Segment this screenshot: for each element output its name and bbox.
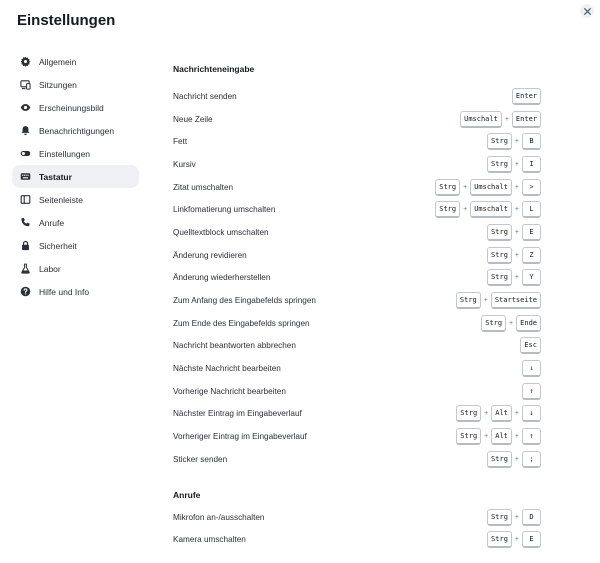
key-cap: Strg [487, 247, 512, 264]
key-cap: Strg [456, 405, 481, 422]
shortcut-name: Zum Anfang des Eingabefelds springen [173, 296, 316, 306]
shortcut-name: Kursiv [173, 159, 196, 169]
shortcut-keys [481, 315, 541, 332]
close-icon [584, 8, 591, 15]
shortcut-name: Mikrofon an-/ausschalten [173, 512, 265, 522]
section-title-anrufe: Anrufe [173, 489, 201, 500]
shortcut-keys [460, 111, 541, 128]
shortcut-keys [522, 383, 541, 400]
shortcut-row [173, 198, 541, 221]
sidebar-item-allgemein[interactable] [12, 50, 139, 73]
shortcut-name: Änderung revidieren [173, 250, 247, 260]
key-cap: Z [522, 247, 541, 264]
shortcut-row [173, 221, 541, 244]
shortcut-name: Kamera umschalten [173, 535, 246, 545]
key-cap: Umschalt [470, 201, 512, 218]
key-cap: Enter [512, 111, 541, 128]
shortcut-name: Änderung wiederherstellen [173, 273, 271, 283]
gear-icon [19, 56, 31, 68]
settings-sidebar [12, 50, 139, 303]
key-cap: Startseite [491, 292, 541, 309]
sidebar-item-label: Sitzungen [39, 79, 77, 90]
key-cap: Strg [487, 451, 512, 468]
eye-icon [19, 102, 31, 114]
key-cap: ; [522, 451, 541, 468]
key-cap: Y [522, 269, 541, 286]
key-cap: ↑ [522, 428, 541, 445]
sidebar-item-label: Erscheinungsbild [39, 102, 104, 113]
plus-sign: + [514, 183, 519, 191]
plus-sign: + [484, 410, 489, 418]
shortcut-row [173, 153, 541, 176]
help-icon [19, 286, 31, 298]
key-cap: D [522, 509, 541, 526]
key-cap: > [522, 179, 541, 196]
plus-sign: + [514, 513, 519, 521]
shortcut-row [173, 425, 541, 448]
key-cap: ↓ [522, 360, 541, 377]
shortcut-row [173, 448, 541, 471]
sidebar-item-label: Einstellungen [39, 148, 91, 159]
key-cap: ↓ [522, 405, 541, 422]
shortcut-row [173, 506, 541, 529]
shortcut-row [173, 289, 541, 312]
key-cap: Ende [516, 315, 541, 332]
page-title: Einstellungen [17, 12, 116, 29]
shortcut-keys [520, 337, 541, 354]
lock-icon [19, 240, 31, 252]
key-cap: L [522, 201, 541, 218]
key-cap: Strg [456, 428, 481, 445]
sidebar-item-anrufe[interactable] [12, 211, 139, 234]
key-cap: Strg [487, 224, 512, 241]
key-cap: Esc [520, 337, 541, 354]
key-cap: Strg [487, 269, 512, 286]
shortcut-name: Zitat umschalten [173, 182, 234, 192]
plus-sign: + [514, 138, 519, 146]
key-cap: Umschalt [470, 179, 512, 196]
plus-sign: + [483, 297, 488, 305]
plus-sign: + [514, 206, 519, 214]
shortcut-keys [456, 428, 541, 445]
sidebar-item-label: Benachrichtigungen [39, 125, 115, 136]
shortcut-keys [456, 405, 541, 422]
shortcut-name: Zum Ende des Eingabefelds springen [173, 318, 310, 328]
key-cap: Strg [487, 133, 512, 150]
shortcut-name: Nächste Nachricht bearbeiten [173, 364, 281, 374]
shortcut-name: Nächster Eintrag im Eingabeverlauf [173, 409, 302, 419]
key-cap: E [522, 531, 541, 548]
plus-sign: + [514, 228, 519, 236]
key-cap: Strg [456, 292, 481, 309]
sidebar-item-tastatur[interactable] [12, 165, 139, 188]
key-cap: Strg [435, 179, 460, 196]
shortcut-row [173, 108, 541, 131]
sidebar-item-label: Hilfe und Info [39, 286, 90, 297]
shortcut-keys [456, 292, 541, 309]
key-cap: Strg [487, 509, 512, 526]
shortcut-name: Neue Zeile [173, 114, 213, 124]
bell-icon [19, 125, 31, 137]
sidebar-item-label: Labor [39, 263, 61, 274]
sidebar-item-label: Tastatur [39, 171, 72, 182]
shortcut-keys [512, 88, 541, 105]
sidebar-item-labor[interactable] [12, 257, 139, 280]
shortcut-name: Linkfomatierung umschalten [173, 205, 276, 215]
sidebar-icon [19, 194, 31, 206]
shortcut-row [173, 244, 541, 267]
sidebar-item-label: Allgemein [39, 56, 77, 67]
plus-sign: + [514, 274, 519, 282]
sidebar-item-benachrichtigungen[interactable] [12, 119, 139, 142]
sidebar-item-sitzungen[interactable] [12, 73, 139, 96]
plus-sign: + [463, 183, 468, 191]
key-cap: Strg [481, 315, 506, 332]
plus-sign: + [504, 115, 509, 123]
shortcut-keys [435, 179, 541, 196]
shortcut-name: Sticker senden [173, 454, 228, 464]
shortcut-name: Quelltextblock umschalten [173, 227, 269, 237]
shortcut-keys [487, 247, 541, 264]
shortcut-keys [522, 360, 541, 377]
shortcut-name: Vorheriger Eintrag im Eingabeverlauf [173, 432, 307, 442]
sidebar-item-label: Anrufe [39, 217, 65, 228]
sidebar-item-erscheinungsbild[interactable] [12, 96, 139, 119]
shortcut-keys [487, 224, 541, 241]
plus-sign: + [509, 319, 514, 327]
toggle-icon [19, 148, 31, 160]
key-cap: ↑ [522, 383, 541, 400]
key-cap: E [522, 224, 541, 241]
sidebar-item-sicherheit[interactable] [12, 234, 139, 257]
plus-sign: + [514, 455, 519, 463]
plus-sign: + [484, 433, 489, 441]
plus-sign: + [514, 410, 519, 418]
sidebar-item-hilfe-und-info[interactable] [12, 280, 139, 303]
key-cap: Strg [487, 531, 512, 548]
flask-icon [19, 263, 31, 275]
key-cap: Strg [435, 201, 460, 218]
section-title-nachrichteneingabe: Nachrichteneingabe [173, 64, 255, 74]
phone-icon [19, 217, 31, 229]
shortcut-keys [487, 451, 541, 468]
shortcut-name: Fett [173, 137, 188, 147]
key-cap: Umschalt [460, 111, 502, 128]
key-cap: B [522, 133, 541, 150]
shortcut-row [173, 357, 541, 380]
shortcut-row [173, 312, 541, 335]
plus-sign: + [463, 206, 468, 214]
key-cap: I [522, 156, 541, 173]
key-cap: Enter [512, 88, 541, 105]
sidebar-item-label: Seitenleiste [39, 194, 83, 205]
shortcut-keys [487, 269, 541, 286]
plus-sign: + [514, 536, 519, 544]
shortcut-keys [435, 201, 541, 218]
shortcut-keys [487, 156, 541, 173]
plus-sign: + [514, 433, 519, 441]
plus-sign: + [514, 160, 519, 168]
keyboard-icon [19, 171, 31, 183]
devices-icon [19, 79, 31, 91]
key-cap: Alt [491, 405, 512, 422]
shortcut-name: Vorherige Nachricht bearbeiten [173, 386, 286, 396]
shortcut-row [173, 130, 541, 153]
shortcut-row [173, 380, 541, 403]
shortcut-row [173, 335, 541, 358]
sidebar-item-einstellungen[interactable] [12, 142, 139, 165]
shortcut-keys [487, 509, 541, 526]
shortcut-row [173, 85, 541, 108]
shortcut-keys [487, 531, 541, 548]
shortcut-keys [487, 133, 541, 150]
shortcut-name: Nachricht beantworten abbrechen [173, 341, 296, 351]
plus-sign: + [514, 251, 519, 259]
shortcut-row [173, 403, 541, 426]
shortcut-name: Nachricht senden [173, 91, 237, 101]
key-cap: Strg [487, 156, 512, 173]
close-button[interactable] [580, 4, 594, 18]
shortcut-row [173, 267, 541, 290]
key-cap: Alt [491, 428, 512, 445]
shortcut-row [173, 176, 541, 199]
keyboard-settings-content [173, 58, 541, 551]
sidebar-item-seitenleiste[interactable] [12, 188, 139, 211]
sidebar-item-label: Sicherheit [39, 240, 77, 251]
shortcut-row [173, 528, 541, 551]
